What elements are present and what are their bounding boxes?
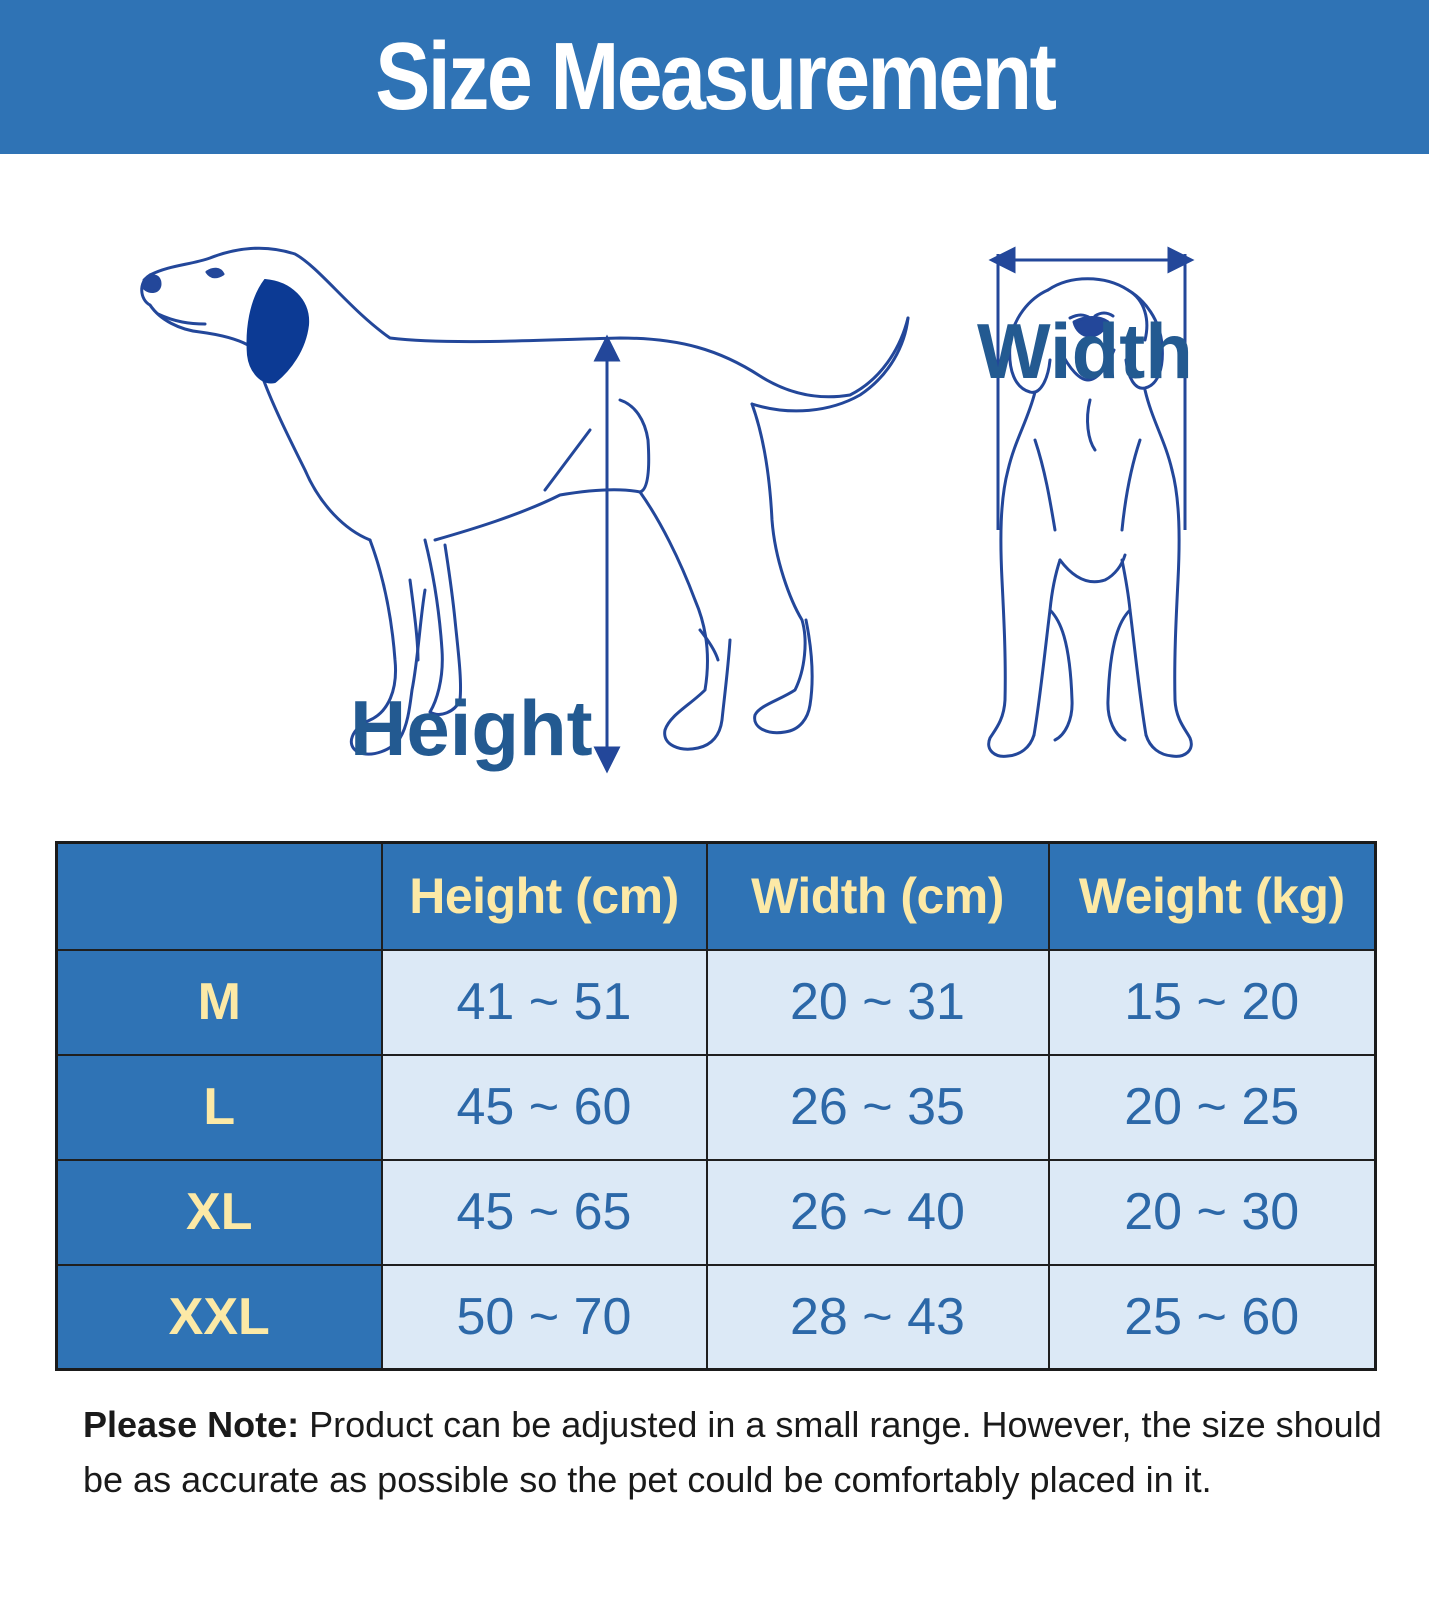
weight-range-cell: 15 ~ 20: [1049, 950, 1376, 1055]
size-label-cell: XXL: [57, 1265, 382, 1370]
measurement-diagram: [0, 154, 1429, 794]
size-label-cell: XL: [57, 1160, 382, 1265]
table-header-row: [57, 843, 1376, 950]
weight-range-cell: 25 ~ 60: [1049, 1265, 1376, 1370]
height-range-cell: 45 ~ 65: [382, 1160, 707, 1265]
width-label: Width: [977, 307, 1193, 395]
note-label: Please Note:: [83, 1404, 300, 1445]
table-row: [57, 1160, 1376, 1265]
header-corner-cell: [57, 843, 382, 950]
title-banner: [0, 0, 1429, 154]
table-row: [57, 950, 1376, 1055]
height-range-cell: 50 ~ 70: [382, 1265, 707, 1370]
weight-range-cell: 20 ~ 30: [1049, 1160, 1376, 1265]
width-range-cell: 26 ~ 40: [707, 1160, 1049, 1265]
sizing-note: [83, 1397, 1383, 1507]
width-range-cell: 20 ~ 31: [707, 950, 1049, 1055]
header-weight: Weight (kg): [1049, 843, 1376, 950]
width-range-cell: 28 ~ 43: [707, 1265, 1049, 1370]
width-range-cell: 26 ~ 35: [707, 1055, 1049, 1160]
note-text: Product can be adjusted in a small range. However, the size should be as accurate as possible so the pet could be comfortably placed in it.: [83, 1404, 1382, 1500]
size-label-cell: M: [57, 950, 382, 1055]
header-height: Height (cm): [382, 843, 707, 950]
size-label-cell: L: [57, 1055, 382, 1160]
header-width: Width (cm): [707, 843, 1049, 950]
height-range-cell: 41 ~ 51: [382, 950, 707, 1055]
table-row: [57, 1055, 1376, 1160]
height-label: Height: [350, 684, 593, 772]
table-row: [57, 1265, 1376, 1370]
size-chart-table: [55, 841, 1377, 1371]
diagram-drawing: [0, 154, 1429, 794]
weight-range-cell: 20 ~ 25: [1049, 1055, 1376, 1160]
dog-ear-shape: [248, 280, 309, 382]
height-range-cell: 45 ~ 60: [382, 1055, 707, 1160]
page-title: Size Measurement: [374, 23, 1055, 130]
